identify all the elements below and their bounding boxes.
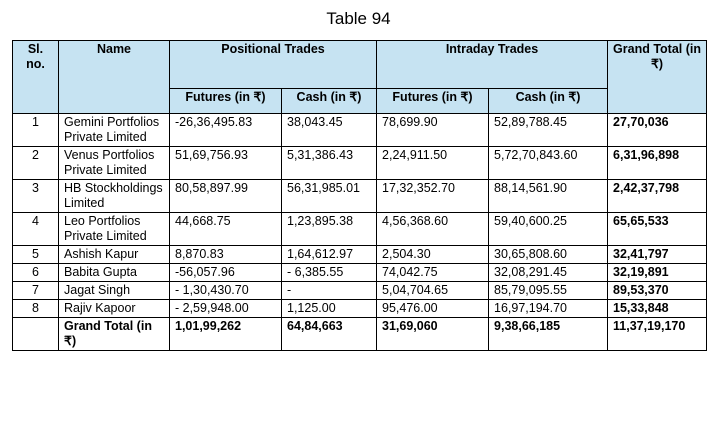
cell-sl: 2 <box>13 147 59 180</box>
total-intraday-cash: 9,38,66,185 <box>489 318 608 351</box>
total-intraday-futures: 31,69,060 <box>377 318 489 351</box>
cell-intraday-cash: 88,14,561.90 <box>489 180 608 213</box>
cell-positional-cash: 5,31,386.43 <box>282 147 377 180</box>
cell-grand-total: 15,33,848 <box>608 300 707 318</box>
cell-positional-futures: 8,870.83 <box>170 246 282 264</box>
cell-positional-futures: 80,58,897.99 <box>170 180 282 213</box>
table-row <box>13 282 707 300</box>
cell-positional-cash: - <box>282 282 377 300</box>
cell-positional-cash: 1,64,612.97 <box>282 246 377 264</box>
table-row <box>13 213 707 246</box>
cell-name: Ashish Kapur <box>59 246 170 264</box>
table-row <box>13 246 707 264</box>
cell-grand-total: 2,42,37,798 <box>608 180 707 213</box>
header-sl-no: Sl. no. <box>13 41 59 114</box>
table-row <box>13 180 707 213</box>
cell-positional-futures: - 1,30,430.70 <box>170 282 282 300</box>
trades-table <box>12 40 707 351</box>
cell-grand-total: 65,65,533 <box>608 213 707 246</box>
header-positional-trades: Positional Trades <box>170 41 377 89</box>
cell-name: Venus Portfolios Private Limited <box>59 147 170 180</box>
cell-sl: 4 <box>13 213 59 246</box>
cell-positional-futures: - 2,59,948.00 <box>170 300 282 318</box>
header-intraday-trades: Intraday Trades <box>377 41 608 89</box>
cell-intraday-cash: 59,40,600.25 <box>489 213 608 246</box>
cell-positional-futures: -26,36,495.83 <box>170 114 282 147</box>
cell-intraday-cash: 52,89,788.45 <box>489 114 608 147</box>
header-grand-total: Grand Total (in ₹) <box>608 41 707 114</box>
cell-sl: 1 <box>13 114 59 147</box>
cell-name: Gemini Portfolios Private Limited <box>59 114 170 147</box>
cell-intraday-futures: 17,32,352.70 <box>377 180 489 213</box>
header-positional-cash: Cash (in ₹) <box>282 89 377 114</box>
cell-intraday-cash: 32,08,291.45 <box>489 264 608 282</box>
cell-positional-futures: 51,69,756.93 <box>170 147 282 180</box>
cell-grand-total: 32,19,891 <box>608 264 707 282</box>
cell-intraday-futures: 74,042.75 <box>377 264 489 282</box>
header-intraday-cash: Cash (in ₹) <box>489 89 608 114</box>
total-positional-cash: 64,84,663 <box>282 318 377 351</box>
cell-intraday-cash: 85,79,095.55 <box>489 282 608 300</box>
cell-positional-futures: -56,057.96 <box>170 264 282 282</box>
grand-total-label: Grand Total (in ₹) <box>59 318 170 351</box>
header-name: Name <box>59 41 170 114</box>
cell-positional-cash: - 6,385.55 <box>282 264 377 282</box>
header-positional-futures: Futures (in ₹) <box>170 89 282 114</box>
cell-grand-total: 32,41,797 <box>608 246 707 264</box>
cell-name: Rajiv Kapoor <box>59 300 170 318</box>
cell-sl: 6 <box>13 264 59 282</box>
cell-sl: 8 <box>13 300 59 318</box>
cell-grand-total: 6,31,96,898 <box>608 147 707 180</box>
cell-intraday-cash: 16,97,194.70 <box>489 300 608 318</box>
table-row <box>13 147 707 180</box>
total-positional-futures: 1,01,99,262 <box>170 318 282 351</box>
cell-sl: 3 <box>13 180 59 213</box>
cell-intraday-futures: 2,504.30 <box>377 246 489 264</box>
header-intraday-futures: Futures (in ₹) <box>377 89 489 114</box>
cell-positional-cash: 1,23,895.38 <box>282 213 377 246</box>
cell-grand-total: 27,70,036 <box>608 114 707 147</box>
cell-intraday-futures: 5,04,704.65 <box>377 282 489 300</box>
table-row <box>13 264 707 282</box>
total-grand-total: 11,37,19,170 <box>608 318 707 351</box>
cell-name: Jagat Singh <box>59 282 170 300</box>
cell-intraday-cash: 5,72,70,843.60 <box>489 147 608 180</box>
cell-sl: 5 <box>13 246 59 264</box>
table-row <box>13 114 707 147</box>
cell-grand-total: 89,53,370 <box>608 282 707 300</box>
cell-positional-cash: 1,125.00 <box>282 300 377 318</box>
cell-name: HB Stockholdings Limited <box>59 180 170 213</box>
table-row <box>13 300 707 318</box>
grand-total-row <box>13 318 707 351</box>
cell-positional-cash: 38,043.45 <box>282 114 377 147</box>
cell-sl-empty <box>13 318 59 351</box>
cell-intraday-futures: 95,476.00 <box>377 300 489 318</box>
cell-intraday-futures: 2,24,911.50 <box>377 147 489 180</box>
cell-name: Babita Gupta <box>59 264 170 282</box>
cell-positional-cash: 56,31,985.01 <box>282 180 377 213</box>
cell-intraday-cash: 30,65,808.60 <box>489 246 608 264</box>
cell-intraday-futures: 78,699.90 <box>377 114 489 147</box>
cell-intraday-futures: 4,56,368.60 <box>377 213 489 246</box>
cell-positional-futures: 44,668.75 <box>170 213 282 246</box>
cell-sl: 7 <box>13 282 59 300</box>
cell-name: Leo Portfolios Private Limited <box>59 213 170 246</box>
table-title: Table 94 <box>326 9 391 28</box>
